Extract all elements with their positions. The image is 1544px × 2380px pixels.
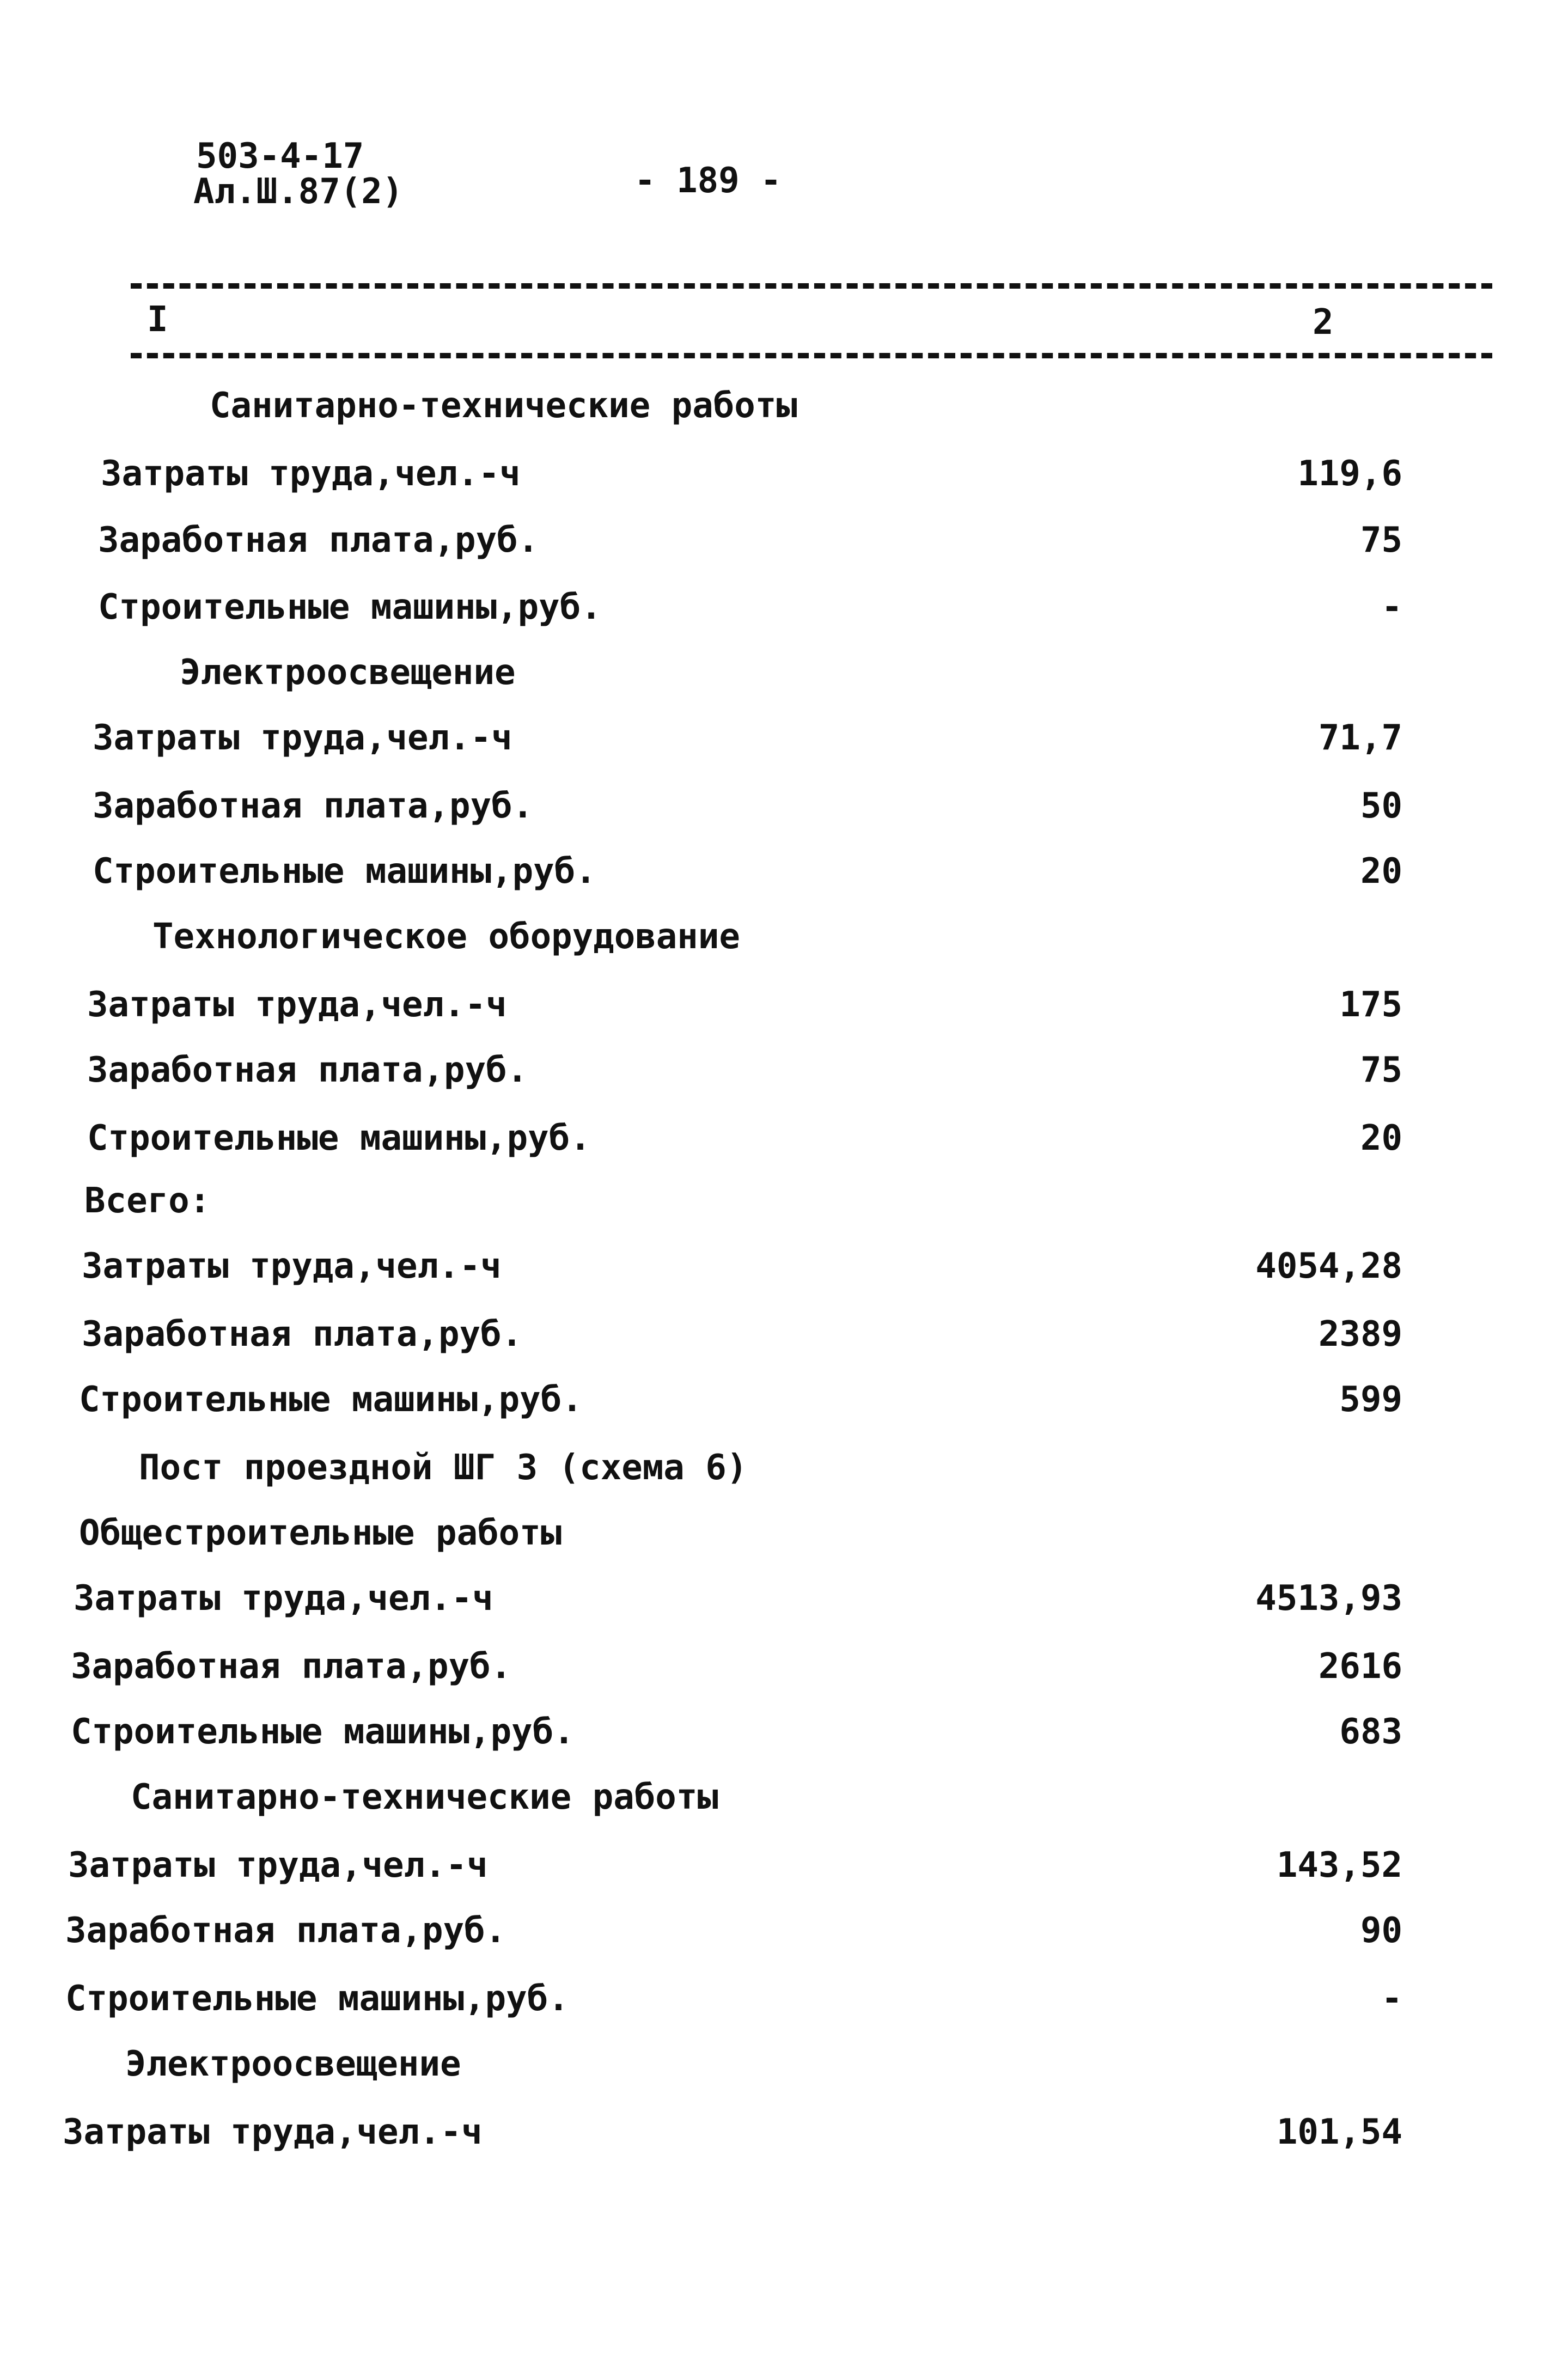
row-label: Заработная плата,руб. bbox=[93, 786, 534, 826]
table-row bbox=[87, 1048, 1402, 1092]
row-value: 101,54 bbox=[1276, 2112, 1402, 2152]
table-row bbox=[82, 1313, 1402, 1356]
section-heading bbox=[210, 384, 1402, 428]
row-value: 75 bbox=[1360, 1050, 1402, 1090]
table-row bbox=[79, 1378, 1402, 1421]
section-heading bbox=[84, 1179, 1402, 1223]
row-value: 2616 bbox=[1318, 1646, 1402, 1687]
row-value: 90 bbox=[1360, 1911, 1402, 1951]
row-label: Строительные машины,руб. bbox=[71, 1712, 575, 1752]
section-heading bbox=[131, 1775, 1402, 1819]
table-row bbox=[93, 850, 1402, 893]
table-row bbox=[74, 1577, 1402, 1620]
row-value: 20 bbox=[1360, 1118, 1402, 1158]
table-row bbox=[101, 452, 1402, 496]
row-label: Затраты труда,чел.-ч bbox=[93, 718, 512, 758]
row-value: 2389 bbox=[1318, 1314, 1402, 1354]
section-title: Электроосвещение bbox=[180, 652, 516, 693]
column-1-header: I bbox=[147, 300, 168, 340]
row-label: Строительные машины,руб. bbox=[79, 1380, 583, 1420]
row-value: 175 bbox=[1339, 985, 1402, 1025]
row-value: 4513,93 bbox=[1255, 1578, 1402, 1619]
row-label: Затраты труда,чел.-ч bbox=[82, 1246, 502, 1286]
section-title: Технологическое оборудование bbox=[152, 917, 740, 957]
row-label: Заработная плата,руб. bbox=[71, 1646, 512, 1687]
section-heading bbox=[79, 1511, 1402, 1555]
row-value: - bbox=[1381, 1979, 1402, 2019]
row-value: 4054,28 bbox=[1255, 1246, 1402, 1286]
row-value: 50 bbox=[1360, 786, 1402, 826]
row-value: 75 bbox=[1360, 520, 1402, 560]
top-dashed-rule bbox=[131, 283, 1492, 289]
album-number: Ал.Ш.87(2) bbox=[193, 172, 404, 212]
row-value: 599 bbox=[1339, 1380, 1402, 1420]
table-row bbox=[98, 518, 1402, 562]
section-title: Пост проездной ШГ 3 (схема 6) bbox=[139, 1448, 748, 1488]
table-row bbox=[87, 1116, 1402, 1160]
row-label: Заработная плата,руб. bbox=[65, 1911, 506, 1951]
row-label: Строительные машины,руб. bbox=[65, 1979, 569, 2019]
row-value: 71,7 bbox=[1318, 718, 1402, 758]
row-value: - bbox=[1381, 587, 1402, 627]
table-row bbox=[93, 716, 1402, 760]
table-row bbox=[65, 1909, 1402, 1952]
bottom-dashed-rule bbox=[131, 353, 1492, 358]
row-label: Затраты труда,чел.-ч bbox=[87, 985, 507, 1025]
row-label: Затраты труда,чел.-ч bbox=[63, 2112, 483, 2152]
table-row bbox=[93, 784, 1402, 828]
page-number: - 189 - bbox=[634, 161, 782, 201]
row-label: Строительные машины,руб. bbox=[87, 1118, 591, 1158]
table-row bbox=[82, 1244, 1402, 1288]
row-label: Заработная плата,руб. bbox=[98, 520, 539, 560]
section-heading bbox=[125, 2042, 1402, 2086]
section-title: Электроосвещение bbox=[125, 2044, 461, 2084]
row-value: 20 bbox=[1360, 851, 1402, 892]
section-title: Всего: bbox=[84, 1181, 211, 1221]
table-row bbox=[87, 983, 1402, 1027]
row-value: 143,52 bbox=[1276, 1845, 1402, 1885]
section-title: Санитарно-технические работы bbox=[131, 1777, 718, 1817]
table-row bbox=[98, 585, 1402, 629]
section-heading bbox=[180, 651, 1402, 694]
row-label: Затраты труда,чел.-ч bbox=[101, 454, 521, 494]
row-label: Затраты труда,чел.-ч bbox=[68, 1845, 488, 1885]
table-row bbox=[65, 1977, 1402, 2021]
row-label: Заработная плата,руб. bbox=[82, 1314, 523, 1354]
table-row bbox=[71, 1710, 1402, 1754]
row-label: Заработная плата,руб. bbox=[87, 1050, 528, 1090]
row-label: Строительные машины,руб. bbox=[98, 587, 602, 627]
document-code: 503-4-17 bbox=[196, 136, 364, 176]
section-heading bbox=[139, 1446, 1402, 1490]
row-label: Строительные машины,руб. bbox=[93, 851, 596, 892]
row-value: 683 bbox=[1339, 1712, 1402, 1752]
row-label: Затраты труда,чел.-ч bbox=[74, 1578, 493, 1619]
column-2-header: 2 bbox=[1313, 302, 1334, 343]
section-title: Общестроительные работы bbox=[79, 1513, 562, 1553]
table-row bbox=[71, 1645, 1402, 1688]
table-row bbox=[63, 2110, 1402, 2154]
table-row bbox=[68, 1844, 1402, 1887]
section-title: Санитарно-технические работы bbox=[210, 386, 797, 426]
section-heading bbox=[152, 915, 1402, 959]
row-value: 119,6 bbox=[1297, 454, 1402, 494]
